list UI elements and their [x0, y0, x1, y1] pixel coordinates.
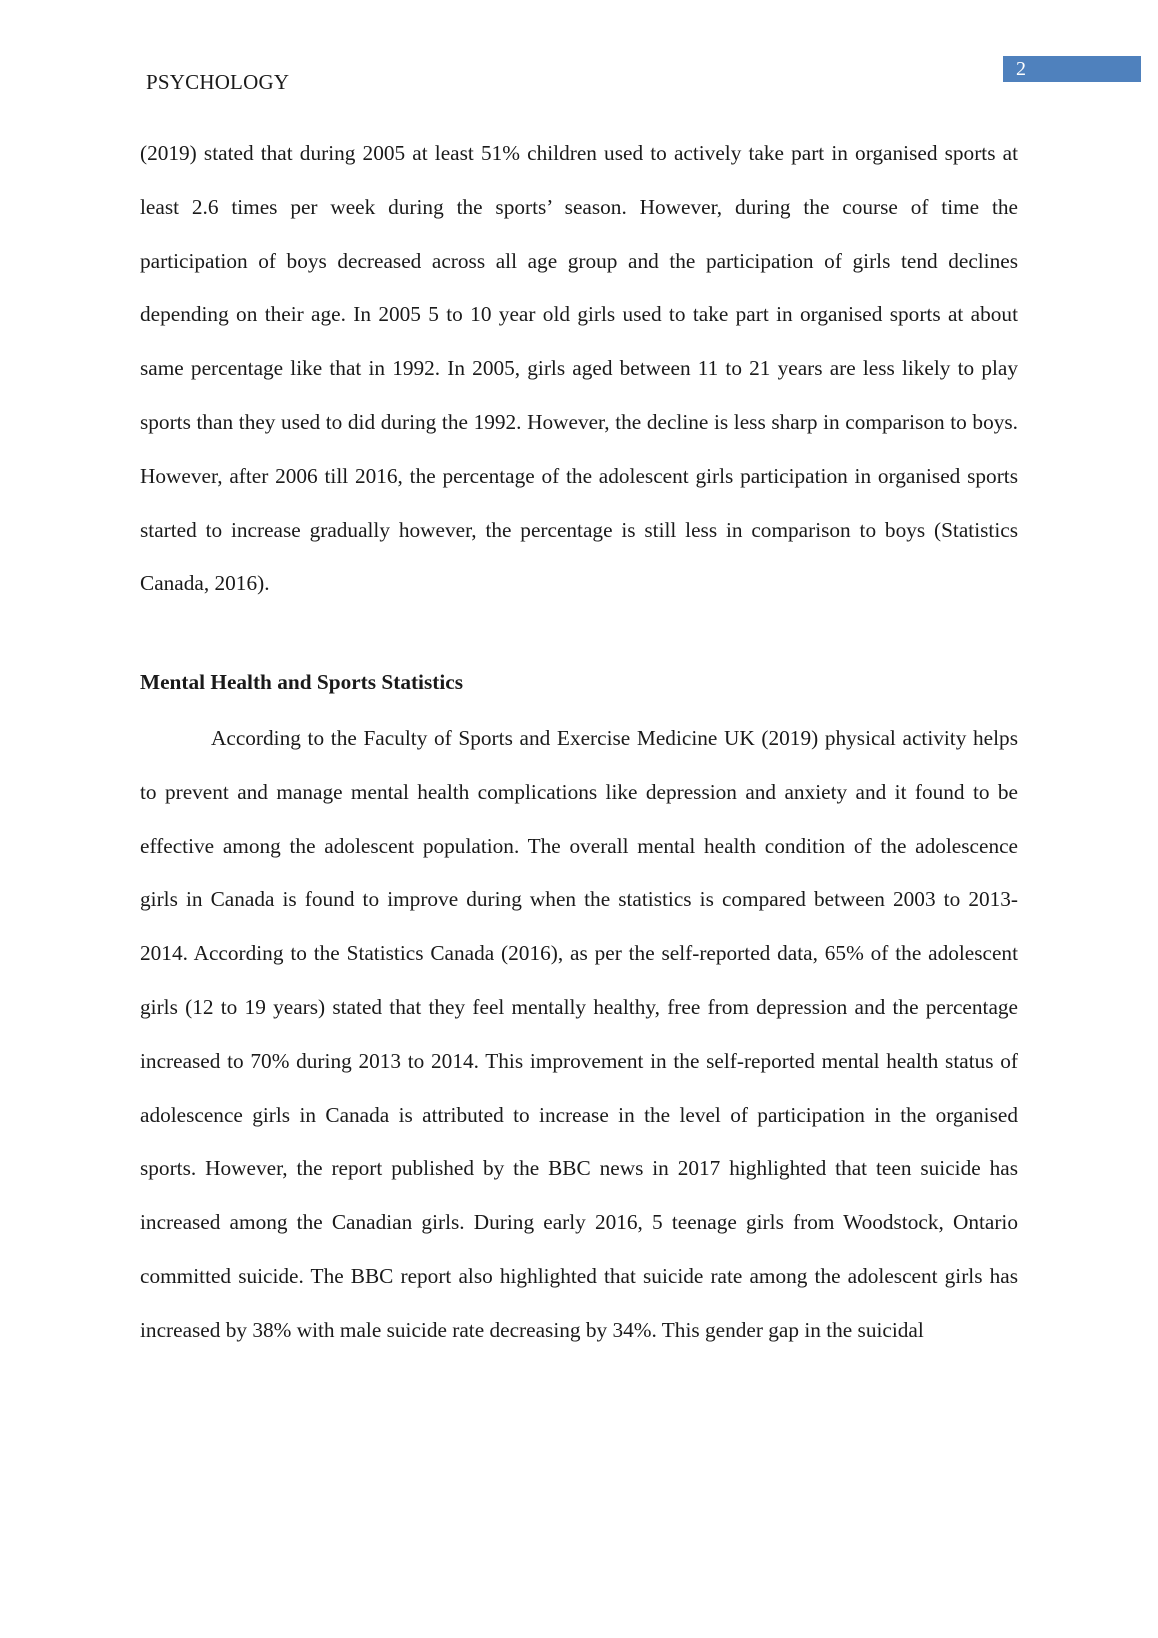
paragraph-text: According to the Faculty of Sports and Exercise Medicine UK (2019) physical activity helps to prevent and manage mental health complications like depression and anxiety and it found to be effective among the adolescent population. The overall mental health condition of the adolescence girls in Canada is found to improve during when the statistics is compared between 2003 to 2013-2014. According to the Statistics Canada (2016), as per the self-reported data, 65% of the adolescent girls (12 to 19 years) stated that they feel mentally healthy, free from depression and the percentage increased to 70% during 2013 to 2014. This improvement in the self-reported mental health status of adolescence girls in Canada is attributed to increase in the level of participation in the organised sports. However, the report published by the BBC news in 2017 highlighted that teen suicide has increased among the Canadian girls. During early 2016, 5 teenage girls from Woodstock, Ontario committed suicide. The BBC report also highlighted that suicide rate among the adolescent girls has increased by 38% with male suicide rate decreasing by 34%. This gender gap in the suicidal [140, 726, 1018, 1342]
section-heading: Mental Health and Sports Statistics [140, 670, 464, 694]
running-head: PSYCHOLOGY [146, 70, 290, 94]
page-number: 2 [1003, 56, 1141, 82]
body-paragraph-2 [140, 712, 1018, 1358]
body-paragraph-1 [140, 127, 1018, 611]
paragraph-text: (2019) stated that during 2005 at least 51% children used to actively take part in organised sports at least 2.6 times per week during the sports’ season. However, during the course of time the participation of boys decreased across all age group and the participation of girls tend declines depending on their age. In 2005 5 to 10 year old girls used to take part in organised sports at about same percentage like that in 1992. In 2005, girls aged between 11 to 21 years are less likely to play sports than they used to did during the 1992. However, the decline is less sharp in comparison to boys. However, after 2006 till 2016, the percentage of the adolescent girls participation in organised sports started to increase gradually however, the percentage is still less in comparison to boys (Statistics Canada, 2016). [140, 141, 1018, 596]
